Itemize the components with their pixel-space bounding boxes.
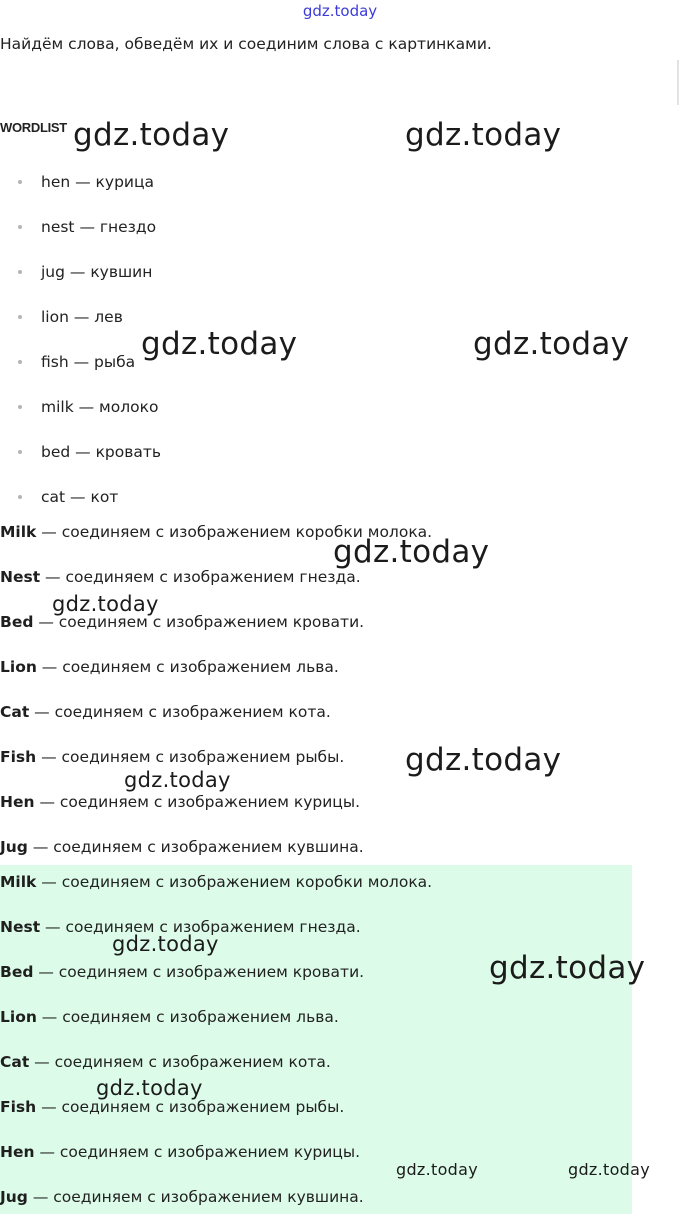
answer-text: — соединяем с изображением рыбы. — [36, 1098, 345, 1116]
answer-text: — соединяем с изображением коробки молока. — [36, 523, 433, 541]
answer-word: Lion — [0, 658, 37, 676]
bullet-icon — [18, 180, 22, 184]
answer-line — [0, 788, 632, 833]
watermark: gdz.today — [333, 534, 490, 570]
answer-word: Milk — [0, 523, 37, 541]
answer-word: Hen — [0, 1143, 35, 1161]
wordlist-heading: WORDLIST — [0, 120, 67, 135]
answer-word: Lion — [0, 1008, 37, 1026]
answer-text: — соединяем с изображением курицы. — [34, 1143, 361, 1161]
answer-word: Bed — [0, 963, 34, 981]
answer-word: Cat — [0, 703, 30, 721]
answer-word: Nest — [0, 918, 41, 936]
wordlist-item — [0, 213, 161, 258]
wordlist-item-text: milk — молоко — [41, 398, 159, 416]
scrollbar[interactable] — [677, 60, 679, 105]
answer-word: Cat — [0, 1053, 30, 1071]
answer-text: — соединяем с изображением кувшина. — [27, 838, 364, 856]
wordlist-item-text: fish — рыба — [41, 353, 136, 371]
answers-block — [0, 518, 632, 878]
answer-line — [0, 1048, 632, 1093]
answer-word: Jug — [0, 1188, 28, 1206]
watermark: gdz.today — [112, 932, 219, 956]
answer-text: — соединяем с изображением курицы. — [34, 793, 361, 811]
wordlist-item-text: bed — кровать — [41, 443, 162, 461]
answer-text: — соединяем с изображением кровати. — [33, 963, 365, 981]
wordlist-item — [0, 258, 161, 303]
answer-word: Fish — [0, 1098, 37, 1116]
bullet-icon — [18, 225, 22, 229]
answer-line — [0, 868, 632, 913]
wordlist-item — [0, 438, 161, 483]
watermark: gdz.today — [473, 326, 630, 362]
watermark: gdz.today — [52, 592, 159, 616]
bullet-icon — [18, 450, 22, 454]
watermark: gdz.today — [489, 950, 646, 986]
answer-word: Fish — [0, 748, 37, 766]
wordlist-item-text: jug — кувшин — [41, 263, 153, 281]
wordlist-item — [0, 303, 161, 348]
answer-word: Milk — [0, 873, 37, 891]
answer-text: — соединяем с изображением льва. — [36, 658, 339, 676]
answer-word: Bed — [0, 613, 34, 631]
answer-text: — соединяем с изображением кота. — [29, 703, 331, 721]
answer-word: Hen — [0, 793, 35, 811]
answer-line — [0, 1003, 632, 1048]
answer-word: Nest — [0, 568, 41, 586]
answer-line — [0, 518, 632, 563]
bullet-icon — [18, 405, 22, 409]
answer-text: — соединяем с изображением кота. — [29, 1053, 331, 1071]
wordlist-item-text: cat — кот — [41, 488, 119, 506]
wordlist — [0, 168, 161, 528]
site-logo[interactable]: gdz.today — [302, 2, 378, 20]
bullet-icon — [18, 495, 22, 499]
answer-text: — соединяем с изображением кувшина. — [27, 1188, 364, 1206]
bullet-icon — [18, 270, 22, 274]
watermark: gdz.today — [141, 326, 298, 362]
bullet-icon — [18, 315, 22, 319]
watermark: gdz.today — [73, 117, 230, 153]
answer-text: — соединяем с изображением гнезда. — [40, 568, 361, 586]
answer-line — [0, 1138, 632, 1183]
answer-text: — соединяем с изображением рыбы. — [36, 748, 345, 766]
wordlist-item — [0, 348, 161, 393]
answer-text: — соединяем с изображением льва. — [36, 1008, 339, 1026]
watermark: gdz.today — [405, 117, 562, 153]
answer-text: — соединяем с изображением гнезда. — [40, 918, 361, 936]
watermark: gdz.today — [568, 1160, 650, 1179]
wordlist-item — [0, 393, 161, 438]
wordlist-item-text: lion — лев — [41, 308, 123, 326]
answer-line — [0, 698, 632, 743]
task-instruction: Найдём слова, обведём их и соединим слова с картинками. — [0, 35, 492, 53]
watermark: gdz.today — [96, 1076, 203, 1100]
answers-block-highlighted — [0, 865, 632, 1214]
bullet-icon — [18, 360, 22, 364]
answer-word: Jug — [0, 838, 28, 856]
wordlist-item — [0, 168, 161, 213]
watermark: gdz.today — [396, 1160, 478, 1179]
answer-line — [0, 1093, 632, 1138]
answer-line — [0, 1183, 632, 1228]
wordlist-item-text: hen — курица — [41, 173, 155, 191]
answer-text: — соединяем с изображением кровати. — [33, 613, 365, 631]
wordlist-item-text: nest — гнездо — [41, 218, 157, 236]
answer-text: — соединяем с изображением коробки молока. — [36, 873, 433, 891]
answer-line — [0, 653, 632, 698]
watermark: gdz.today — [405, 742, 562, 778]
watermark: gdz.today — [124, 768, 231, 792]
